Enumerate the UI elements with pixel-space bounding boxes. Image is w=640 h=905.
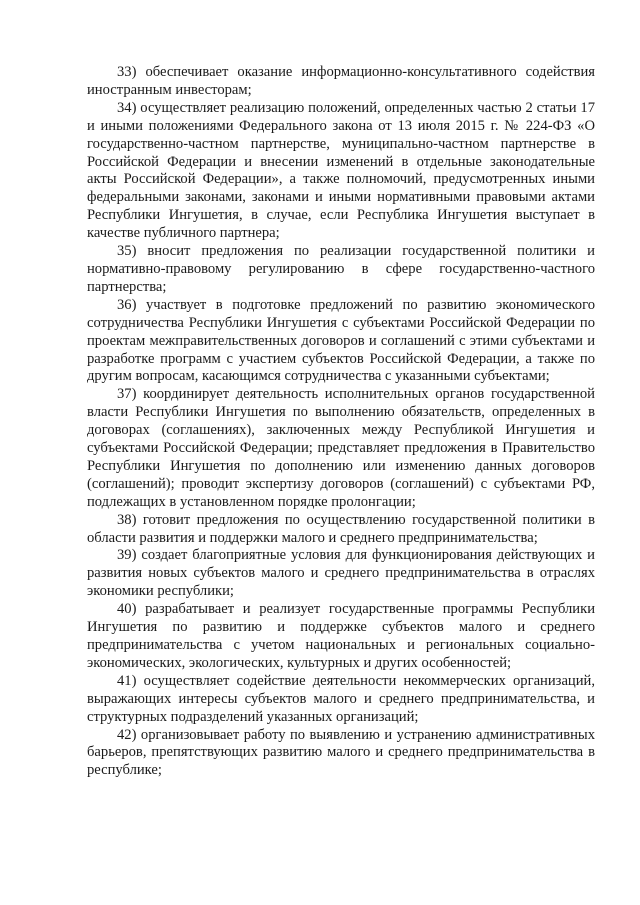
paragraph-42: 42) организовывает работу по выявлению и устранению административных барьеров, препятствующих развитию малого и среднего предпринимательства в республике; xyxy=(87,726,595,779)
paragraph-38: 38) готовит предложения по осуществлению государственной политики в области развития и поддержки малого и среднего предпринимательства; xyxy=(87,511,595,546)
paragraph-36: 36) участвует в подготовке предложений по развитию экономического сотрудничества Республики Ингушетия с субъектами Российской Федерации по проектам межправительственных договоров и соглашений с этими субъектами и разработке программ с участием субъектов Российской Федерации, а также по другим вопросам, касающимся сотрудничества с указанными субъектами; xyxy=(87,296,595,385)
paragraph-40: 40) разрабатывает и реализует государственные программы Республики Ингушетия по развитию и поддержке субъектов малого и среднего предпринимательства с учетом национальных и региональных социально-экономических, экологических, культурных и других особенностей; xyxy=(87,601,595,671)
paragraph-35: 35) вносит предложения по реализации государственной политики и нормативно-правовому регулированию в сфере государственно-частного партнерства; xyxy=(87,243,595,295)
paragraph-34: 34) осуществляет реализацию положений, определенных частью 2 статьи 17 и иными положениями Федерального закона от 13 июля 2015 г. № 224-ФЗ «О государственно-частном партнерстве, муниципально-частном партнерстве в Российской Федерации и внесении изменений в отдельные законодательные акты Российской Федерации», а также полномочий, предусмотренных иными федеральными законами, законами и иными нормативными правовыми актами Республики Ингушетия, в случае, если Республика Ингушетия выступает в качестве публичного партнера; xyxy=(87,99,595,242)
paragraph-39: 39) создает благоприятные условия для функционирования действующих и развития новых субъектов малого и среднего предпринимательства в отраслях экономики республики; xyxy=(87,547,595,600)
paragraph-37: 37) координирует деятельность исполнительных органов государственной власти Республики Ингушетия по выполнению обязательств, определенных в договорах (соглашениях), заключенных между Республикой Ингушетия и субъектами Российской Федерации; представляет предложения в Правительство Республики Ингушетия по дополнению или изменению данных договоров (соглашений); проводит экспертизу договоров (соглашений) с субъектами РФ, подлежащих в установленном порядке пролонгации; xyxy=(87,386,595,510)
paragraph-41: 41) осуществляет содействие деятельности некоммерческих организаций, выражающих интересы субъектов малого и среднего предпринимательства, и структурных подразделений указанных организаций; xyxy=(87,672,595,725)
document-page xyxy=(87,64,595,780)
paragraph-33: 33) обеспечивает оказание информационно-консультативного содействия иностранным инвесторам; xyxy=(87,64,595,98)
